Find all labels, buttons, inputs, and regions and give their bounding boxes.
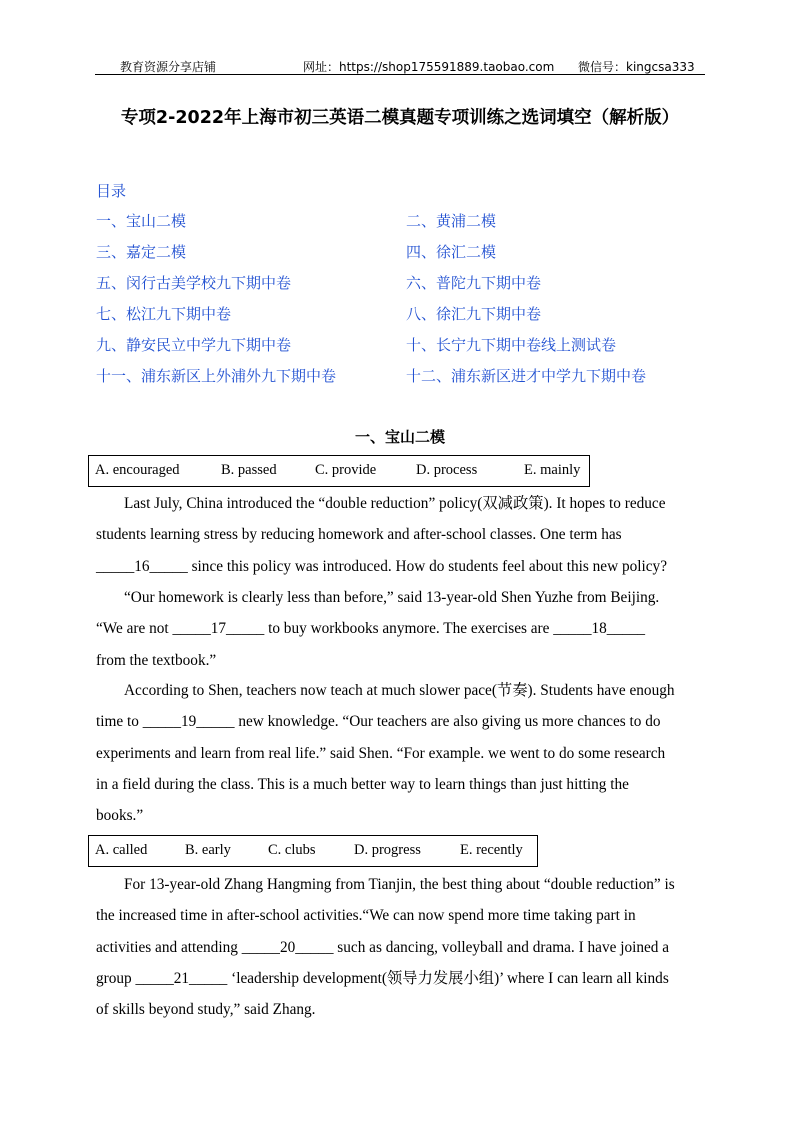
text-line: For 13-year-old Zhang Hangming from Tianjin, the best thing about “double reduction” is <box>124 876 675 893</box>
toc-link[interactable]: 二、黄浦二模 <box>406 212 497 230</box>
text-line: “We are not _____17_____ to buy workbooks anymore. The exercises are _____18_____ <box>96 620 646 638</box>
option: C. clubs <box>268 842 316 858</box>
text-line: students learning stress by reducing homework and after-school classes. One term has <box>96 526 622 544</box>
text-line: _____16_____ since this policy was introduced. How do students feel about this new policy? <box>96 557 667 575</box>
toc-link[interactable]: 四、徐汇二模 <box>406 243 497 261</box>
toc-link[interactable]: 十、长宁九下期中卷线上测试卷 <box>406 336 617 354</box>
text-line: the increased time in after-school activities.“We can now spend more time taking part in <box>96 907 636 925</box>
option: D. process <box>416 462 478 478</box>
text-line: of skills beyond study,” said Zhang. <box>96 1001 316 1019</box>
option: B. passed <box>221 462 277 478</box>
document-title: 专项2-2022年上海市初三英语二模真题专项训练之选词填空（解析版） <box>120 108 680 128</box>
paragraph-1 <box>96 488 706 582</box>
toc-link[interactable]: 六、普陀九下期中卷 <box>406 274 542 292</box>
word-bank-2 <box>88 835 538 867</box>
toc-link[interactable]: 一、宝山二模 <box>96 212 187 230</box>
toc-link[interactable]: 七、松江九下期中卷 <box>96 305 232 323</box>
toc-link[interactable]: 十二、浦东新区进才中学九下期中卷 <box>406 367 647 385</box>
word-bank-1 <box>88 455 590 487</box>
text-line: activities and attending _____20_____ such as dancing, volleyball and drama. I have joined a <box>96 938 670 956</box>
text-line: “Our homework is clearly less than before,” said 13-year-old Shen Yuzhe from Beijing. <box>124 589 660 606</box>
option: B. early <box>185 842 231 858</box>
shop-url: 网址：https://shop175591889.taobao.com <box>303 60 555 74</box>
text-line: experiments and learn from real life.” said Shen. “For example. we went to do some research <box>96 744 666 762</box>
toc-heading: 目录 <box>96 182 127 200</box>
text-line: group _____21_____ ‘leadership development(领导力发展小组)’ where I can learn all kinds <box>96 969 669 987</box>
text-line: Last July, China introduced the “double reduction” policy(双减政策). It hopes to reduce <box>124 495 666 512</box>
option: E. recently <box>460 842 523 858</box>
paragraph-3 <box>96 675 706 831</box>
option: D. progress <box>354 842 421 858</box>
text-line: from the textbook.” <box>96 651 217 669</box>
section-title: 一、宝山二模 <box>354 428 445 446</box>
paragraph-4 <box>96 869 706 1025</box>
text-line: books.” <box>96 807 144 825</box>
toc-link[interactable]: 三、嘉定二模 <box>96 243 187 261</box>
wechat-id: 微信号：kingcsa333 <box>578 60 695 74</box>
text-line: According to Shen, teachers now teach at much slower pace(节奏). Students have enough <box>124 682 675 699</box>
shop-name: 教育资源分享店铺 <box>120 60 217 74</box>
table-of-contents <box>96 210 716 396</box>
option: A. encouraged <box>95 462 180 478</box>
option: A. called <box>95 842 148 858</box>
page-header <box>95 56 705 75</box>
toc-link[interactable]: 十一、浦东新区上外浦外九下期中卷 <box>96 367 337 385</box>
option: E. mainly <box>524 462 581 478</box>
toc-link[interactable]: 八、徐汇九下期中卷 <box>406 305 542 323</box>
paragraph-2 <box>96 582 706 676</box>
option: C. provide <box>315 462 377 478</box>
text-line: in a field during the class. This is a much better way to learn things than just hitting the <box>96 775 629 793</box>
text-line: time to _____19_____ new knowledge. “Our teachers are also giving us more chances to do <box>96 713 661 731</box>
toc-link[interactable]: 九、静安民立中学九下期中卷 <box>96 336 292 354</box>
toc-link[interactable]: 五、闵行古美学校九下期中卷 <box>96 274 292 292</box>
